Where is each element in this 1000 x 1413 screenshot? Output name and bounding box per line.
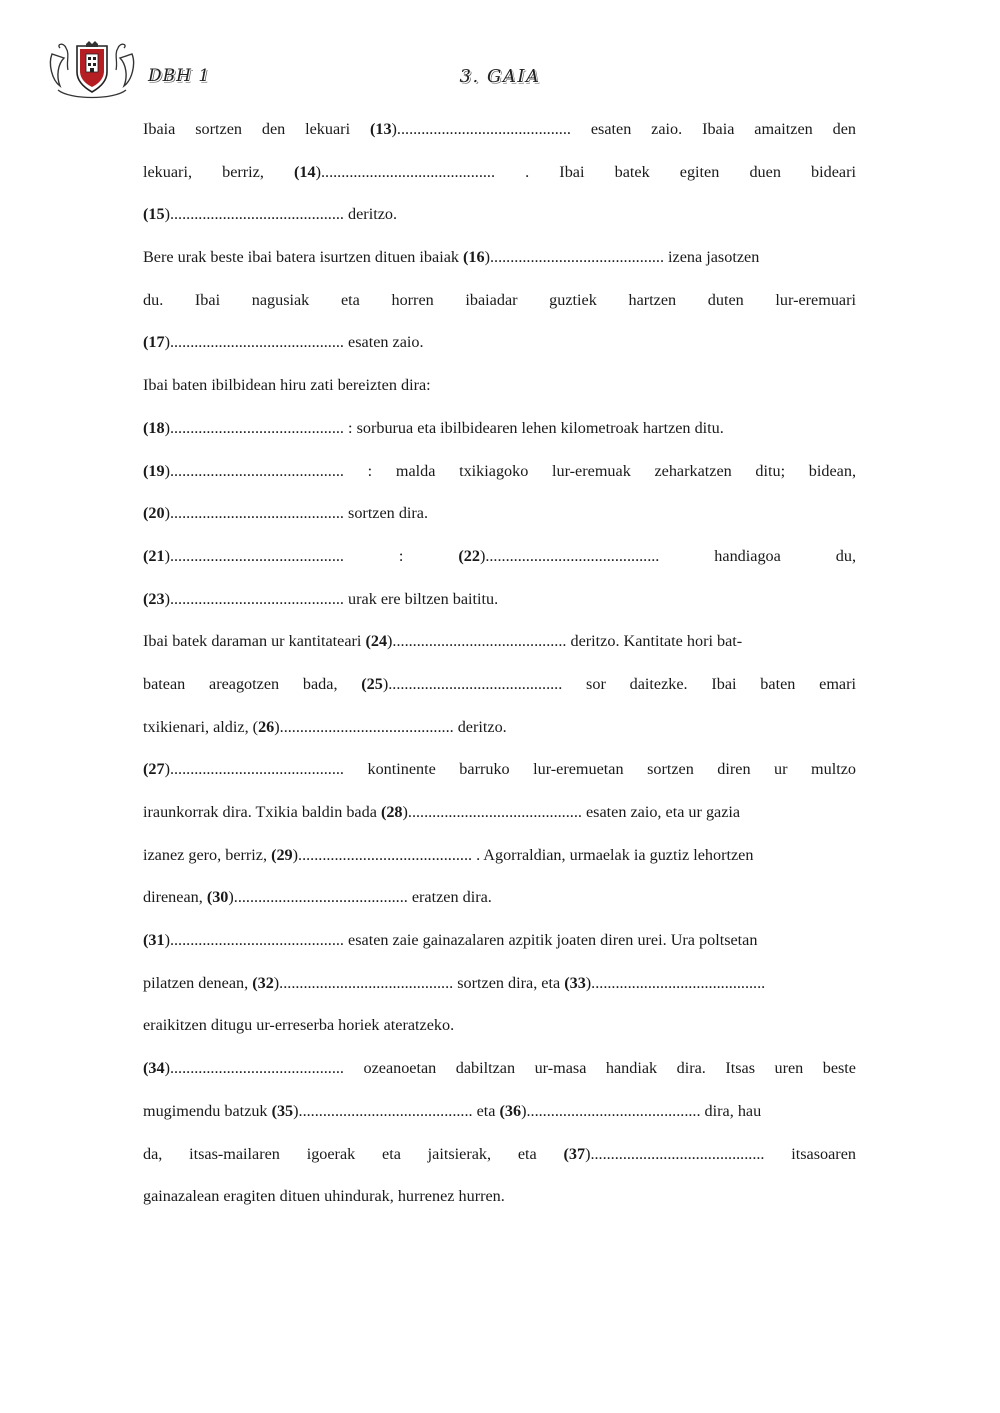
blank-number: (28 xyxy=(380,803,403,821)
blank-number: 26 xyxy=(258,717,275,736)
blank-number: (33 xyxy=(564,973,586,992)
unit-title: 3. GAIA xyxy=(459,66,541,87)
blank-number: (27 xyxy=(143,760,165,779)
text-line: pilatzen denean, (32)........................................... sortzen dira, eta (33)........................................... xyxy=(143,973,766,992)
text-line: (15)........................................... deritzo. xyxy=(143,205,398,224)
text-line: (21)........................................... : (22)........................................... handiagoa du, xyxy=(143,546,856,565)
text-line: Ibaia sortzen den lekuari (13)........................................... esaten zaio. Ibaia amaitzen den xyxy=(143,120,856,138)
blank-number: (18 xyxy=(143,418,165,437)
blank-number: (30 xyxy=(206,888,229,907)
blank-number: (22 xyxy=(458,546,480,565)
text-line: Bere urak beste ibai batera isurtzen dituen ibaiak (16)........................................... izena jasotzen xyxy=(143,248,760,267)
blank-number: (17 xyxy=(143,333,165,352)
blank-number: (13 xyxy=(369,120,392,138)
text-line: (31)........................................... esaten zaie gainazalaren azpitik joaten diren urei. Ura poltsetan xyxy=(143,931,758,950)
blank-number: (20 xyxy=(143,504,165,523)
text-line: du. Ibai nagusiak eta horren ibaiadar guztiek hartzen duten lur-eremuari xyxy=(143,290,856,309)
blank-number: (24 xyxy=(365,632,388,651)
text-line: (23)........................................... urak ere biltzen baititu. xyxy=(143,589,499,608)
text-line: (20)........................................... sortzen dira. xyxy=(143,504,429,523)
text-line: gainazalean eragiten dituen uhindurak, hurrenez hurren. xyxy=(143,1187,505,1206)
text-line: Ibai baten ibilbidean hiru zati bereizten dira: xyxy=(143,376,431,395)
blank-number: (19 xyxy=(143,461,165,480)
course-label: DBH 1 xyxy=(148,66,211,86)
text-line: iraunkorrak dira. Txikia baldin bada (28)........................................... esaten zaio, eta ur gazia xyxy=(143,803,741,821)
text-line: (27)........................................... kontinente barruko lur-eremuetan sortzen diren ur multzo xyxy=(143,760,856,779)
blank-number: (23 xyxy=(143,589,165,608)
blank-number: (16 xyxy=(463,248,485,267)
text-line: mugimendu batzuk (35)........................................... eta (36)........................................... dira, hau xyxy=(143,1101,762,1120)
blank-number: (32 xyxy=(252,973,274,992)
text-line: (18)........................................... : sorburua eta ibilbidearen lehen kilometroak hartzen ditu. xyxy=(143,418,724,437)
text-line: direnean, (30)........................................... eratzen dira. xyxy=(143,888,492,907)
text-line: Ibai batek daraman ur kantitateari (24)........................................... deritzo. Kantitate hori bat- xyxy=(143,632,743,651)
blank-number: (25 xyxy=(361,674,383,693)
blank-number: (34 xyxy=(143,1059,165,1078)
text-line: lekuari, berriz, (14)........................................... . Ibai batek egiten duen bideari xyxy=(143,162,856,181)
blank-number: (36 xyxy=(499,1101,522,1120)
worksheet-text xyxy=(143,108,856,1218)
blank-number: (37 xyxy=(563,1144,586,1163)
text-line: izanez gero, berriz, (29)........................................... . Agorraldian, urmaelak ia guztiz lehortzen xyxy=(143,845,754,864)
text-line: eraikitzen ditugu ur-erreserba horiek ateratzeko. xyxy=(143,1016,455,1035)
text-line: txikienari, aldiz, (26)........................................... deritzo. xyxy=(143,717,507,736)
text-line: (17)........................................... esaten zaio. xyxy=(143,333,424,352)
blank-number: (35 xyxy=(271,1101,294,1120)
text-line: da, itsas-mailaren igoerak eta jaitsierak, eta (37)........................................... itsasoaren xyxy=(143,1144,856,1163)
blank-number: (14 xyxy=(294,162,316,181)
blank-number: (21 xyxy=(143,546,165,565)
text-line: (34)........................................... ozeanoetan dabiltzan ur-masa handiak dira. Itsas uren beste xyxy=(143,1059,856,1078)
blank-number: (29 xyxy=(271,845,293,864)
blank-number: (31 xyxy=(143,931,165,950)
blank-number: (15 xyxy=(143,205,165,224)
text-line: (19)........................................... : malda txikiagoko lur-eremuak zeharkatzen ditu; bidean, xyxy=(143,461,856,480)
text-line: batean areagotzen bada, (25)........................................... sor daitezke. Ibai baten emari xyxy=(143,674,856,693)
